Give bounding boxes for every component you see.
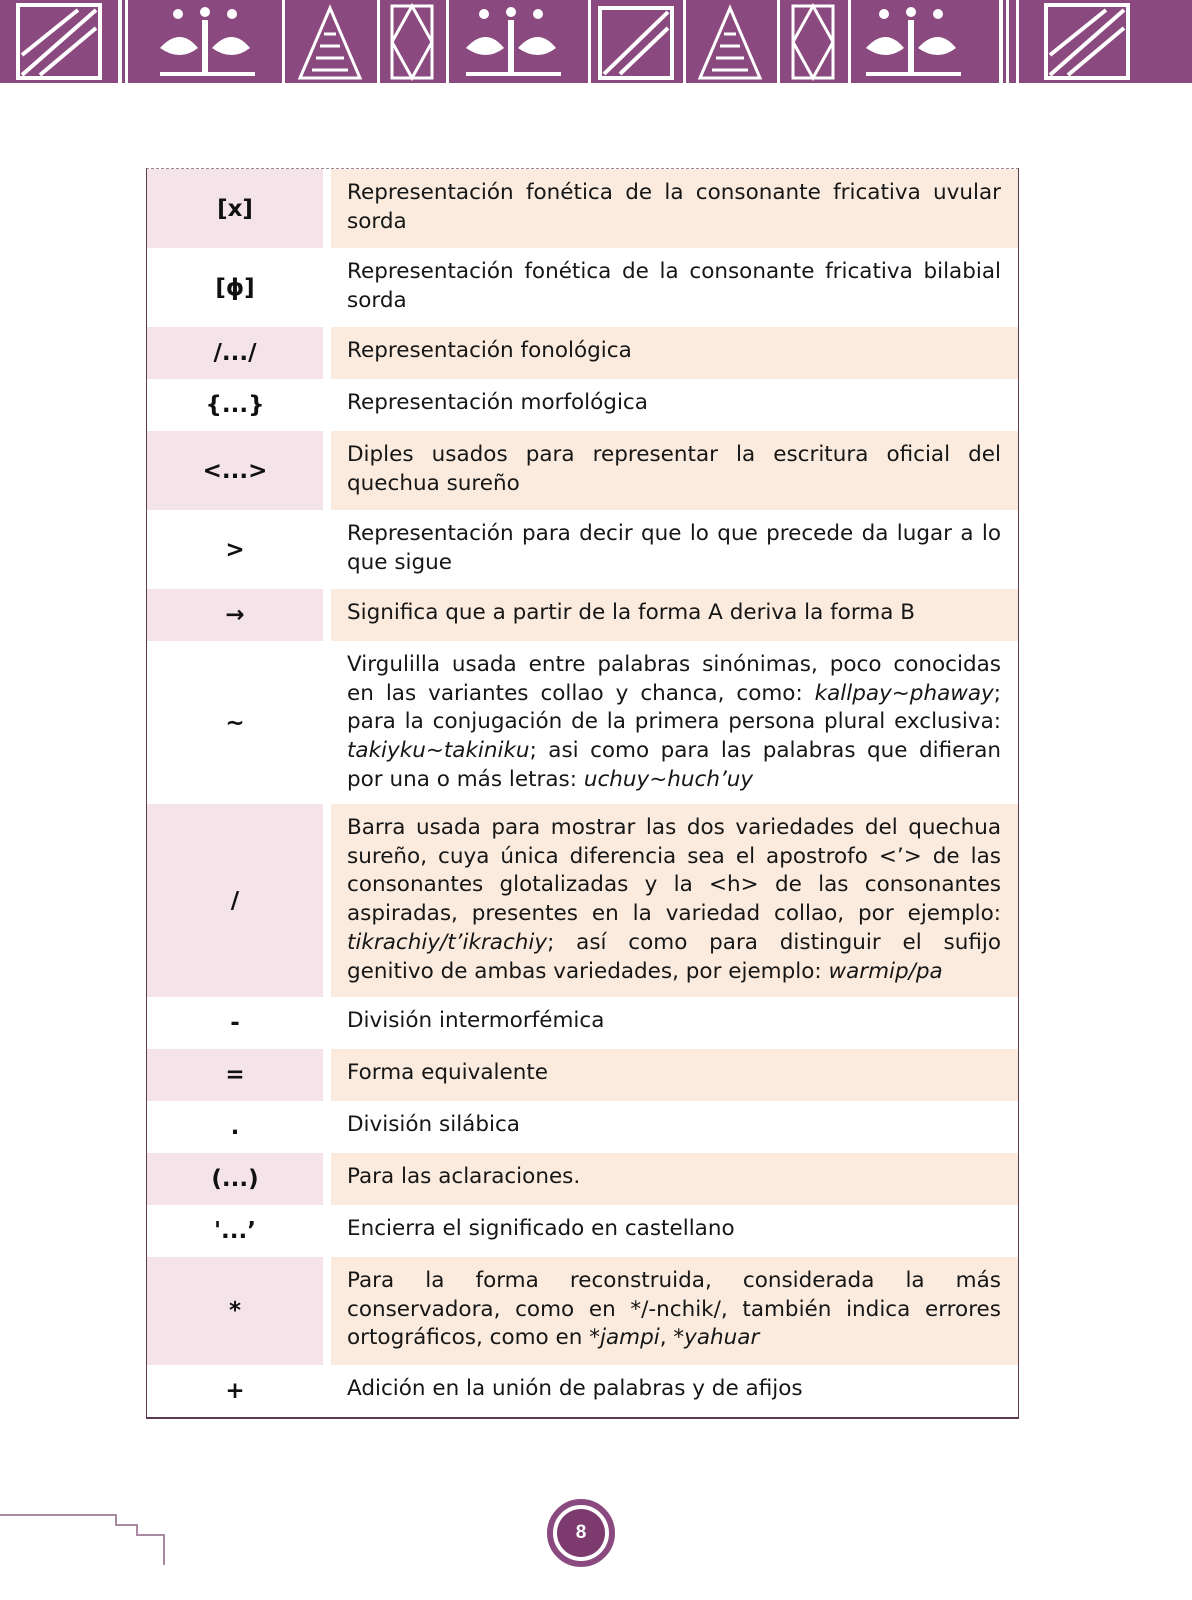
table-row — [147, 379, 1018, 431]
description-cell: Representación morfológica — [331, 379, 1018, 431]
symbol-cell: + — [147, 1365, 323, 1417]
symbol-cell: [x] — [147, 169, 323, 248]
description-cell: División intermorfémica — [331, 997, 1018, 1049]
symbol-cell: > — [147, 510, 323, 589]
table-row — [147, 1205, 1018, 1257]
symbol-cell: {...} — [147, 379, 323, 431]
description-cell — [331, 641, 1018, 804]
table-row — [147, 1365, 1018, 1417]
page-number-badge — [547, 1499, 615, 1567]
example-word: warmip/pa — [828, 958, 943, 984]
description-cell: Representación fonológica — [331, 327, 1018, 379]
symbol-cell: <...> — [147, 431, 323, 510]
symbol-cell: - — [147, 997, 323, 1049]
symbol-cell: ~ — [147, 641, 323, 804]
table-row — [147, 1257, 1018, 1365]
table-row — [147, 1101, 1018, 1153]
description-text: ; asi como para las palabras que difieran por una o más letras: — [347, 738, 1001, 792]
symbol-cell: /.../ — [147, 327, 323, 379]
symbol-cell: → — [147, 589, 323, 641]
description-text: , — [659, 1325, 674, 1351]
symbol-cell: / — [147, 804, 323, 997]
description-cell: Representación fonética de la consonante fricativa bilabial sorda — [331, 248, 1018, 327]
table-row — [147, 431, 1018, 510]
description-text: ; así como para distinguir el sufijo genitivo de ambas variedades, por ejemplo: — [347, 929, 1001, 984]
table-row — [147, 510, 1018, 589]
description-cell: Representación fonética de la consonante fricativa uvular sorda — [331, 169, 1018, 248]
example-word: uchuy~huch’uy — [583, 766, 754, 792]
table-row — [147, 997, 1018, 1049]
footer-stepped-line — [0, 1505, 620, 1565]
table-row — [147, 169, 1018, 248]
symbol-cell: (...) — [147, 1153, 323, 1205]
table-row — [147, 1049, 1018, 1101]
symbol-cell: [ɸ] — [147, 248, 323, 327]
description-cell: Encierra el significado en castellano — [331, 1205, 1018, 1257]
description-text: ; para la conjugación de la primera persona plural exclusiva: — [347, 680, 1001, 735]
description-text: Virgulilla usada entre palabras sinónimas, poco conocidas en las variantes collao y chanca, como: — [347, 652, 1001, 706]
description-cell: Adición en la unión de palabras y de afijos — [331, 1365, 1018, 1417]
decorative-header-banner — [0, 0, 1192, 83]
description-cell: Forma equivalente — [331, 1049, 1018, 1101]
symbol-cell: * — [147, 1257, 323, 1365]
example-word: tikrachiy/t’ikrachiy — [347, 929, 548, 955]
description-text: Barra usada para mostrar las dos variedades del quechua sureño, cuya única diferencia sea el apostrofo <’> de las consonantes glotalizadas y la <h> de las consonantes aspiradas, presentes en la variedad collao, por ejemplo: — [347, 815, 1001, 927]
example-word: *jampi — [589, 1325, 660, 1351]
example-word: *yahuar — [673, 1325, 760, 1351]
symbol-cell: . — [147, 1101, 323, 1153]
table-row — [147, 327, 1018, 379]
page-number: 8 — [557, 1509, 605, 1557]
description-cell: Diples usados para representar la escritura oficial del quechua sureño — [331, 431, 1018, 510]
table-row — [147, 248, 1018, 327]
description-cell: División silábica — [331, 1101, 1018, 1153]
symbol-cell: = — [147, 1049, 323, 1101]
description-cell: Representación para decir que lo que precede da lugar a lo que sigue — [331, 510, 1018, 589]
andean-pattern-icon — [0, 0, 1192, 83]
description-text: Para la forma reconstruida, considerada la más conservadora, como en */-nchik/, también indica errores ortográficos, como en — [347, 1268, 1001, 1351]
table-row — [147, 804, 1018, 997]
description-cell: Significa que a partir de la forma A deriva la forma B — [331, 589, 1018, 641]
table-row — [147, 641, 1018, 804]
example-word: kallpay~phaway — [814, 680, 994, 706]
table-row — [147, 589, 1018, 641]
table-row — [147, 1153, 1018, 1205]
symbols-table — [146, 168, 1019, 1419]
symbol-cell: '...’ — [147, 1205, 323, 1257]
description-cell — [331, 1257, 1018, 1365]
description-cell — [331, 804, 1018, 997]
example-word: takiyku~takiniku — [347, 738, 530, 764]
description-cell: Para las aclaraciones. — [331, 1153, 1018, 1205]
